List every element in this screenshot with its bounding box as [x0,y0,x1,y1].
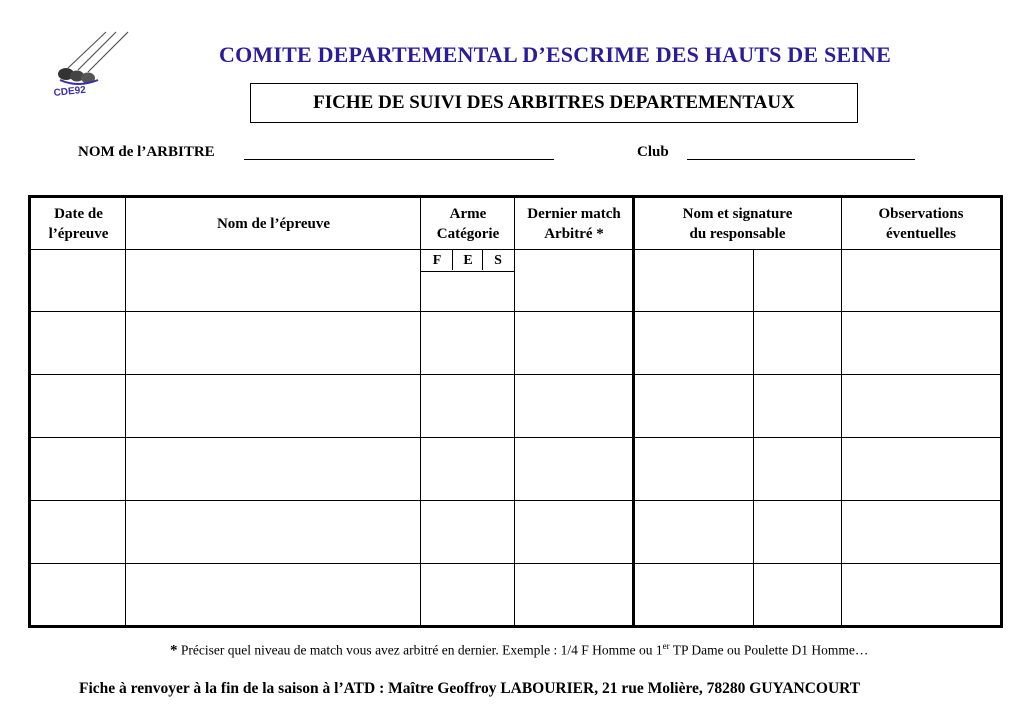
referee-name-field[interactable] [244,159,554,160]
footnote-star: * [170,642,178,659]
row-divider [31,374,1000,375]
column-header-event-name: Nom de l’épreuve [216,216,331,232]
footnote-superscript: er [662,641,670,651]
sheet-title-text: FICHE DE SUIVI DES ARBITRES DEPARTEMENTAUX [313,92,795,113]
column-header-responsible-signature: Nom et signature du responsable [682,206,793,242]
column-divider [420,198,421,625]
referee-name-label: NOM de l’ARBITRE [78,144,215,160]
column-divider [125,198,126,625]
sheet-title [250,83,858,123]
referee-tracking-table [28,195,1003,628]
organization-title: COMITE DEPARTEMENTAL D’ESCRIME DES HAUTS DE SEINE [219,42,891,67]
column-divider [514,198,515,625]
cde92-logo [48,28,140,104]
header-divider [31,249,1000,250]
column-header-date: Date de l’épreuve [48,206,109,242]
fencing-masks-logo-icon [48,28,140,104]
return-address-note: Fiche à renvoyer à la fin de la saison à l’ATD : Maître Geoffroy LABOURIER, 21 rue Molière, 78280 GUYANCOURT [79,680,861,697]
footnote-text-end: TP Dame ou Poulette D1 Homme… [669,642,869,658]
row-divider [31,437,1000,438]
footnote-text: Préciser quel niveau de match vous avez arbitré en dernier. Exemple : 1/4 F Homme ou 1 [177,642,663,658]
weapon-epee-label: E [463,253,473,268]
club-field[interactable] [687,159,915,160]
column-header-last-match: Dernier match Arbitré * [527,206,621,242]
club-label: Club [637,144,669,160]
weapon-subheader-divider [421,271,514,272]
footnote [170,641,868,660]
column-divider [632,198,635,625]
weapon-foil-label: F [432,253,442,268]
column-header-weapon-category: Arme Catégorie [436,206,500,242]
row-divider [31,311,1000,312]
row-divider [31,563,1000,564]
column-divider [841,198,842,625]
logo-text: CDE92 [53,84,87,99]
column-header-observations: Observations éventuelles [878,206,964,242]
weapon-sabre-label: S [494,253,502,268]
row-divider [31,500,1000,501]
